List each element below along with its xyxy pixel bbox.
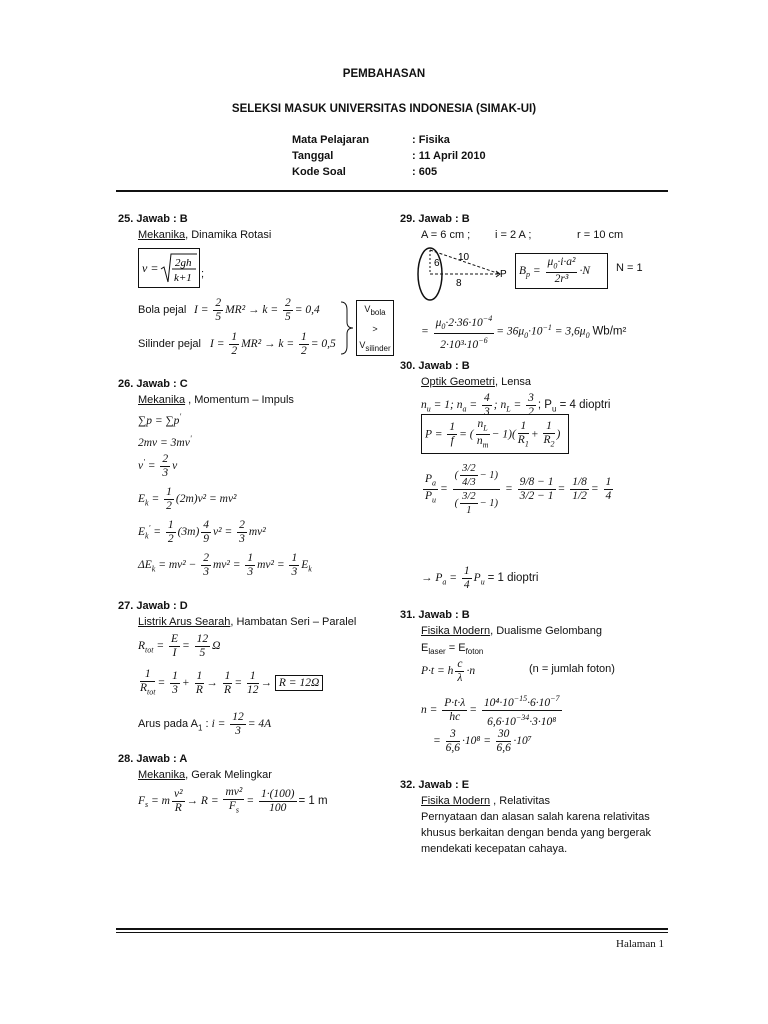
svg-text:k+1: k+1 xyxy=(174,272,192,284)
q26-heading: 26. Jawab : C xyxy=(118,378,188,390)
q30-result: → $P_a$ = $\frac{1}{4}$ $P_u = 1$ dioptri xyxy=(421,565,539,591)
q27-line1: $R_{tot}$ = $\frac{E}{I}$ = $\frac{12}{5}$ Ω xyxy=(138,633,221,659)
header-divider xyxy=(116,190,668,192)
q27-line3: Arus pada $A_1$ : i = $\frac{12}{3}$ = 4A xyxy=(138,711,272,737)
meta-value-date: : 11 April 2010 xyxy=(412,150,486,162)
q28-topic: Mekanika, Gerak Melingkar xyxy=(138,769,272,781)
q32-topic: Fisika Modern , Relativitas xyxy=(421,795,550,807)
q25-line1-label: Bola pejal xyxy=(138,304,187,316)
q29-given-i: i = 2 A ; xyxy=(495,229,532,241)
q25-semicolon: ; xyxy=(201,268,205,280)
q30-ratio: $\frac{P_a}{P_u}$ = ( $\frac{3/2}{4/3}$ − 1) ( $\frac{3/2}{1}$ − 1) = $\frac{9/8 - 1}{3/2 - 1}$ = $\frac{1/8}{1/2}$ = $\frac{1}{4}$ xyxy=(425,463,612,516)
q25-line1: I = $\frac{2}{5}$ MR² → k = $\frac{2}{5}$ = 0,4 xyxy=(194,297,320,323)
q29-formula-box: $B_p$ = $\frac{\mu_0\cdot i\cdot a^2}{\text{2r³}}$ ·N xyxy=(515,253,608,289)
q26-line6: $\Delta E_k = mv^2$ − $\frac{2}{3}$ mv² = $\frac{1}{3}$ mv² = $\frac{1}{3}$ $E_k$ xyxy=(138,552,312,578)
q25-heading: 25. Jawab : B xyxy=(118,213,188,225)
q27-topic: Listrik Arus Searah, Hambatan Seri – Paralel xyxy=(138,616,357,628)
page-number: Halaman 1 xyxy=(616,938,664,950)
q26-topic: Mekanika , Momentum – Impuls xyxy=(138,394,294,406)
q29-n: N = 1 xyxy=(616,262,643,274)
q32-heading: 32. Jawab : E xyxy=(400,779,470,791)
q29-given-a: A = 6 cm ; xyxy=(421,229,471,241)
q32-text-line3: mendekati kecepatan cahaya. xyxy=(421,843,568,855)
q25-sqrt-formula xyxy=(139,249,199,287)
q31-line0: $E_{laser} = E_{foton}$ xyxy=(421,642,484,657)
q31-note: (n = jumlah foton) xyxy=(529,663,615,675)
meta-label-code: Kode Soal xyxy=(292,166,346,178)
q30-formula-box: P = $\frac{1}{f}$ = ( $\frac{n_L}{n_m}$ − 1)( $\frac{1}{R_1}$ + $\frac{1}{R_2}$ ) xyxy=(421,414,569,454)
q29-given-r: r = 10 cm xyxy=(577,229,624,241)
doc-subtitle: SELEKSI MASUK UNIVERSITAS INDONESIA (SIMAK-UI) xyxy=(231,103,537,115)
q30-topic: Optik Geometri, Lensa xyxy=(421,376,532,388)
q25-line2: I = $\frac{1}{2}$ MR² → k = $\frac{1}{2}$ = 0,5 xyxy=(210,331,336,357)
q25-topic: Mekanika, Dinamika Rotasi xyxy=(138,229,272,241)
q29-label-8: 8 xyxy=(456,278,462,289)
q30-given: $n_u = 1$; $n_a$ = $\frac{4}{3}$ ; $n_L$ = $\frac{3}{2}$ ; $P_u = 4$ dioptri xyxy=(421,392,611,418)
q29-label-6: 6 xyxy=(434,258,440,269)
q30-heading: 30. Jawab : B xyxy=(400,360,470,372)
q29-label-10: 10 xyxy=(458,252,470,263)
q32-text-line1: Pernyataan dan alasan salah karena relativitas xyxy=(421,811,650,823)
q28-line1: $F_s = m$ $\frac{\text{v²}}{R}$ → R = $\frac{\text{mv²}}{F_s}$ = $\frac{1\cdot(100)}{100}$ = 1 m xyxy=(138,786,328,815)
q31-topic: Fisika Modern, Dualisme Gelombang xyxy=(421,625,602,637)
q32-text-line2: khusus berkaitan dengan benda yang bergerak xyxy=(421,827,651,839)
q29-coil-diagram xyxy=(412,246,512,302)
q29-result: = $\frac{\mu_0\cdot 2\cdot 36\cdot 10^{-4}}{2\cdot 10^3\cdot 10^{-6}}$ = $36\mu_0\cdot 10^{-1} = 3,6\mu_0$ Wb/m² xyxy=(421,314,627,351)
q25-formula-box xyxy=(138,248,200,288)
svg-text:2gh: 2gh xyxy=(175,257,192,269)
footer-divider-bottom xyxy=(116,932,668,933)
q26-line4: $E_k$ = $\frac{1}{2}$ (2m)v² = mv² xyxy=(138,486,237,512)
q29-heading: 29. Jawab : B xyxy=(400,213,470,225)
q25-brace xyxy=(338,300,356,356)
q26-line3: v' = $\frac{2}{3}$ v xyxy=(138,453,178,479)
q31-heading: 31. Jawab : B xyxy=(400,609,470,621)
q29-label-p: P xyxy=(500,269,507,280)
q25-compare-box: $V_{bola}$ > $V_{silinder}$ xyxy=(356,300,394,356)
q26-line1: ∑p = ∑p' xyxy=(138,412,182,427)
q28-heading: 28. Jawab : A xyxy=(118,753,188,765)
q31-line2: n = $\frac{P\cdot t\cdot\lambda}{hc}$ = $\frac{10^4\cdot 10^{-15}\cdot 6\cdot 10^{-7}}{6,6\cdot 10^{-34}\cdot 3\cdot 10^8}$ xyxy=(421,694,560,728)
q27-heading: 27. Jawab : D xyxy=(118,600,188,612)
q26-line5: $E_k'$ = $\frac{1}{2}$ (3m) $\frac{4}{9}$ v² = $\frac{2}{3}$ mv² xyxy=(138,519,266,545)
doc-title: PEMBAHASAN xyxy=(342,68,426,80)
q25-line2-label: Silinder pejal xyxy=(138,338,201,350)
q31-line3: = $\frac{3}{6,6}$ ·10⁸ = $\frac{30}{6,6}$ ·10⁷ xyxy=(433,728,532,754)
meta-label-date: Tanggal xyxy=(292,150,334,162)
q27-line2: $\frac{1}{R_{tot}}$ = $\frac{1}{3}$ + $\frac{1}{R}$ → $\frac{1}{R}$ = $\frac{1}{12}$ → R = 12Ω xyxy=(138,668,323,698)
meta-value-code: : 605 xyxy=(412,166,438,178)
svg-text:v =: v = xyxy=(142,261,159,275)
meta-value-subject: : Fisika xyxy=(412,134,450,146)
q26-line2: 2mv = 3mv' xyxy=(138,434,192,449)
footer-divider-top xyxy=(116,928,668,930)
q31-line1: P·t = h $\frac{c}{\lambda}$ ·n xyxy=(421,658,476,684)
meta-label-subject: Mata Pelajaran xyxy=(292,134,370,146)
